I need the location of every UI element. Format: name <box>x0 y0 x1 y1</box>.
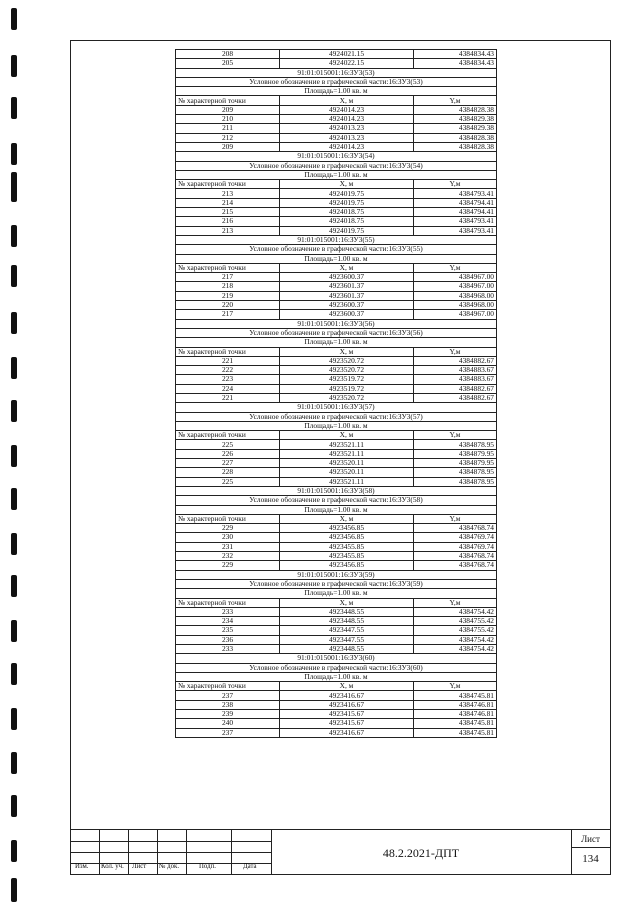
x-coordinate-cell: 4923447.55 <box>280 635 414 644</box>
x-coordinate-cell: 4923415.67 <box>280 719 414 728</box>
point-number-cell: 228 <box>176 468 280 477</box>
table-row <box>176 440 497 449</box>
column-header-row <box>176 347 497 356</box>
stamp-label: Изм. <box>75 863 89 870</box>
point-number-cell: 215 <box>176 208 280 217</box>
y-column-header: Y,м <box>414 514 497 523</box>
y-coordinate-cell: 4384754.42 <box>414 635 497 644</box>
parcel-area: Площадь=1.00 кв. м <box>176 254 497 263</box>
parcel-designation-row <box>176 579 497 588</box>
table-row <box>176 635 497 644</box>
parcel-area: Площадь=1.00 кв. м <box>176 87 497 96</box>
x-coordinate-cell: 4924014.23 <box>280 142 414 151</box>
point-number-cell: 238 <box>176 700 280 709</box>
x-coordinate-cell: 4924013.23 <box>280 124 414 133</box>
column-header-row <box>176 180 497 189</box>
point-number-cell: 232 <box>176 552 280 561</box>
parcel-designation-row <box>176 161 497 170</box>
cadastral-number: 91:01:015001:16:ЗУ3(55) <box>176 235 497 244</box>
stamp-divider <box>71 841 271 842</box>
binding-mark <box>11 312 17 334</box>
y-coordinate-cell: 4384829.38 <box>414 115 497 124</box>
table-row <box>176 124 497 133</box>
stamp-label: № док. <box>159 863 180 870</box>
binding-mark <box>11 878 17 902</box>
point-column-header: № характерной точки <box>176 263 280 272</box>
binding-mark <box>11 55 17 77</box>
x-coordinate-cell: 4923455.85 <box>280 542 414 551</box>
cadastral-number: 91:01:015001:16:ЗУ3(59) <box>176 570 497 579</box>
point-column-header: № характерной точки <box>176 682 280 691</box>
table-row <box>176 393 497 402</box>
parcel-area-row <box>176 87 497 96</box>
sheet-label: Лист <box>581 834 600 844</box>
table-row <box>176 208 497 217</box>
binding-mark <box>11 840 17 862</box>
x-coordinate-cell: 4923519.72 <box>280 384 414 393</box>
parcel-designation-row <box>176 328 497 337</box>
parcel-designation: Условное обозначение в графической части:16:ЗУ3(57) <box>176 412 497 421</box>
y-coordinate-cell: 4384745.81 <box>414 691 497 700</box>
parcel-designation-row <box>176 496 497 505</box>
table-row <box>176 449 497 458</box>
y-coordinate-cell: 4384828.38 <box>414 142 497 151</box>
binding-mark <box>11 172 17 202</box>
x-coordinate-cell: 4923448.55 <box>280 645 414 654</box>
y-coordinate-cell: 4384794.41 <box>414 198 497 207</box>
cadastral-number-row <box>176 486 497 495</box>
parcel-area-row <box>176 589 497 598</box>
point-number-cell: 210 <box>176 115 280 124</box>
y-coordinate-cell: 4384878.95 <box>414 477 497 486</box>
column-header-row <box>176 263 497 272</box>
x-coordinate-cell: 4924022.15 <box>280 59 414 68</box>
point-number-cell: 213 <box>176 226 280 235</box>
parcel-area-row <box>176 421 497 430</box>
table-row <box>176 477 497 486</box>
x-coordinate-cell: 4924018.75 <box>280 217 414 226</box>
y-coordinate-cell: 4384793.41 <box>414 189 497 198</box>
y-coordinate-cell: 4384755.42 <box>414 617 497 626</box>
stamp-divider <box>571 847 610 848</box>
table-row <box>176 198 497 207</box>
y-coordinate-cell: 4384878.95 <box>414 468 497 477</box>
point-number-cell: 205 <box>176 59 280 68</box>
table-row <box>176 617 497 626</box>
parcel-designation-row <box>176 412 497 421</box>
x-coordinate-cell: 4923416.67 <box>280 700 414 709</box>
x-coordinate-cell: 4924021.15 <box>280 50 414 59</box>
table-row <box>176 710 497 719</box>
y-column-header: Y,м <box>414 96 497 105</box>
parcel-designation-row <box>176 663 497 672</box>
x-coordinate-cell: 4923520.11 <box>280 459 414 468</box>
point-number-cell: 230 <box>176 533 280 542</box>
y-coordinate-cell: 4384882.67 <box>414 356 497 365</box>
y-coordinate-cell: 4384768.74 <box>414 552 497 561</box>
y-coordinate-cell: 4384745.81 <box>414 728 497 737</box>
y-column-header: Y,м <box>414 180 497 189</box>
x-coordinate-cell: 4924013.23 <box>280 133 414 142</box>
binding-mark <box>11 575 17 597</box>
point-number-cell: 213 <box>176 189 280 198</box>
x-coordinate-cell: 4923600.37 <box>280 273 414 282</box>
binding-mark <box>11 533 17 555</box>
binding-mark <box>11 225 17 247</box>
point-number-cell: 225 <box>176 440 280 449</box>
point-number-cell: 221 <box>176 356 280 365</box>
cadastral-number-row <box>176 403 497 412</box>
x-coordinate-cell: 4923519.72 <box>280 375 414 384</box>
point-number-cell: 216 <box>176 217 280 226</box>
y-coordinate-cell: 4384768.74 <box>414 561 497 570</box>
point-number-cell: 234 <box>176 617 280 626</box>
y-column-header: Y,м <box>414 263 497 272</box>
x-coordinate-cell: 4923456.85 <box>280 561 414 570</box>
stamp-divider <box>71 852 271 853</box>
x-coordinate-cell: 4924019.75 <box>280 226 414 235</box>
cadastral-number: 91:01:015001:16:ЗУ3(57) <box>176 403 497 412</box>
y-coordinate-cell: 4384746.81 <box>414 700 497 709</box>
parcel-area: Площадь=1.00 кв. м <box>176 589 497 598</box>
x-coordinate-cell: 4923455.85 <box>280 552 414 561</box>
x-column-header: X, м <box>280 96 414 105</box>
parcel-designation: Условное обозначение в графической части:16:ЗУ3(59) <box>176 579 497 588</box>
point-number-cell: 236 <box>176 635 280 644</box>
point-number-cell: 229 <box>176 524 280 533</box>
binding-mark <box>11 265 17 287</box>
y-coordinate-cell: 4384769.74 <box>414 533 497 542</box>
parcel-area: Площадь=1.00 кв. м <box>176 672 497 681</box>
table-row <box>176 273 497 282</box>
table-row <box>176 384 497 393</box>
point-column-header: № характерной точки <box>176 96 280 105</box>
table-row <box>176 533 497 542</box>
y-coordinate-cell: 4384968.00 <box>414 301 497 310</box>
x-coordinate-cell: 4924018.75 <box>280 208 414 217</box>
y-column-header: Y,м <box>414 431 497 440</box>
y-coordinate-cell: 4384794.41 <box>414 208 497 217</box>
cadastral-number-row <box>176 654 497 663</box>
table-row <box>176 607 497 616</box>
table-row <box>176 142 497 151</box>
point-number-cell: 233 <box>176 645 280 654</box>
table-row <box>176 356 497 365</box>
stamp-label: Кол. уч. <box>101 863 124 870</box>
x-coordinate-cell: 4923521.11 <box>280 440 414 449</box>
y-coordinate-cell: 4384746.81 <box>414 710 497 719</box>
x-coordinate-cell: 4923520.72 <box>280 356 414 365</box>
table-row <box>176 291 497 300</box>
table-row <box>176 115 497 124</box>
table-row <box>176 645 497 654</box>
stamp-label: Лист <box>132 863 147 870</box>
cadastral-number-row <box>176 152 497 161</box>
y-column-header: Y,м <box>414 598 497 607</box>
table-row <box>176 375 497 384</box>
table-row <box>176 301 497 310</box>
binding-mark <box>11 143 17 165</box>
point-number-cell: 237 <box>176 691 280 700</box>
binding-mark <box>11 795 17 817</box>
title-block <box>71 829 610 875</box>
point-number-cell: 217 <box>176 310 280 319</box>
table-row <box>176 105 497 114</box>
y-coordinate-cell: 4384828.38 <box>414 133 497 142</box>
binding-mark <box>11 752 17 774</box>
sheet-number: 134 <box>582 853 599 865</box>
x-coordinate-cell: 4924014.23 <box>280 105 414 114</box>
point-number-cell: 239 <box>176 710 280 719</box>
parcel-area: Площадь=1.00 кв. м <box>176 505 497 514</box>
x-coordinate-cell: 4923416.67 <box>280 691 414 700</box>
x-column-header: X, м <box>280 347 414 356</box>
y-coordinate-cell: 4384879.95 <box>414 449 497 458</box>
column-header-row <box>176 96 497 105</box>
binding-marks <box>9 0 23 905</box>
table-row <box>176 59 497 68</box>
binding-mark <box>11 97 17 119</box>
binding-mark <box>11 8 17 30</box>
x-coordinate-cell: 4923601.37 <box>280 282 414 291</box>
point-number-cell: 217 <box>176 273 280 282</box>
point-number-cell: 224 <box>176 384 280 393</box>
table-row <box>176 226 497 235</box>
point-number-cell: 221 <box>176 393 280 402</box>
point-number-cell: 214 <box>176 198 280 207</box>
point-number-cell: 220 <box>176 301 280 310</box>
stamp-label: Дата <box>243 863 257 870</box>
point-number-cell: 240 <box>176 719 280 728</box>
y-coordinate-cell: 4384755.42 <box>414 626 497 635</box>
parcel-designation: Условное обозначение в графической части:16:ЗУ3(53) <box>176 77 497 86</box>
table-row <box>176 133 497 142</box>
binding-mark <box>11 488 17 510</box>
coordinates-table <box>175 49 497 738</box>
x-coordinate-cell: 4923600.37 <box>280 310 414 319</box>
parcel-area: Площадь=1.00 кв. м <box>176 170 497 179</box>
parcel-area-row <box>176 170 497 179</box>
point-column-header: № характерной точки <box>176 180 280 189</box>
stamp-label: Подп. <box>199 863 216 870</box>
x-coordinate-cell: 4923600.37 <box>280 301 414 310</box>
x-coordinate-cell: 4924019.75 <box>280 189 414 198</box>
parcel-designation: Условное обозначение в графической части:16:ЗУ3(60) <box>176 663 497 672</box>
table-row <box>176 524 497 533</box>
binding-mark <box>11 708 17 730</box>
document-code: 48.2.2021-ДПТ <box>382 846 460 860</box>
table-row <box>176 542 497 551</box>
y-coordinate-cell: 4384793.41 <box>414 226 497 235</box>
y-coordinate-cell: 4384768.74 <box>414 524 497 533</box>
point-column-header: № характерной точки <box>176 598 280 607</box>
binding-mark <box>11 663 17 685</box>
column-header-row <box>176 514 497 523</box>
y-coordinate-cell: 4384754.42 <box>414 607 497 616</box>
binding-mark <box>11 400 17 422</box>
y-coordinate-cell: 4384967.00 <box>414 310 497 319</box>
y-coordinate-cell: 4384769.74 <box>414 542 497 551</box>
table-row <box>176 468 497 477</box>
y-coordinate-cell: 4384967.00 <box>414 273 497 282</box>
binding-mark <box>11 445 17 467</box>
table-row <box>176 719 497 728</box>
x-coordinate-cell: 4924014.23 <box>280 115 414 124</box>
y-coordinate-cell: 4384882.67 <box>414 384 497 393</box>
table-row <box>176 552 497 561</box>
cadastral-number: 91:01:015001:16:ЗУ3(56) <box>176 319 497 328</box>
x-coordinate-cell: 4923448.55 <box>280 607 414 616</box>
point-number-cell: 209 <box>176 105 280 114</box>
cadastral-number-row <box>176 570 497 579</box>
x-column-header: X, м <box>280 431 414 440</box>
x-coordinate-cell: 4924019.75 <box>280 198 414 207</box>
column-header-row <box>176 598 497 607</box>
x-coordinate-cell: 4923521.11 <box>280 449 414 458</box>
cadastral-number-row <box>176 319 497 328</box>
page-frame <box>70 40 611 875</box>
y-coordinate-cell: 4384828.38 <box>414 105 497 114</box>
x-coordinate-cell: 4923456.85 <box>280 524 414 533</box>
table-row <box>176 310 497 319</box>
point-number-cell: 209 <box>176 142 280 151</box>
table-row <box>176 626 497 635</box>
cadastral-number: 91:01:015001:16:ЗУ3(58) <box>176 486 497 495</box>
x-column-header: X, м <box>280 682 414 691</box>
point-number-cell: 218 <box>176 282 280 291</box>
point-number-cell: 235 <box>176 626 280 635</box>
y-column-header: Y,м <box>414 347 497 356</box>
table-row <box>176 459 497 468</box>
y-coordinate-cell: 4384967.00 <box>414 282 497 291</box>
y-coordinate-cell: 4384834.43 <box>414 59 497 68</box>
y-coordinate-cell: 4384882.67 <box>414 393 497 402</box>
cadastral-number: 91:01:015001:16:ЗУ3(53) <box>176 68 497 77</box>
parcel-area: Площадь=1.00 кв. м <box>176 338 497 347</box>
parcel-designation-row <box>176 245 497 254</box>
y-coordinate-cell: 4384883.67 <box>414 375 497 384</box>
y-coordinate-cell: 4384834.43 <box>414 50 497 59</box>
parcel-designation: Условное обозначение в графической части:16:ЗУ3(58) <box>176 496 497 505</box>
parcel-area-row <box>176 254 497 263</box>
binding-mark <box>11 620 17 642</box>
table-row <box>176 217 497 226</box>
cadastral-number-row <box>176 68 497 77</box>
stamp-divider <box>571 830 572 875</box>
point-column-header: № характерной точки <box>176 347 280 356</box>
y-coordinate-cell: 4384829.38 <box>414 124 497 133</box>
table-row <box>176 691 497 700</box>
table-row <box>176 189 497 198</box>
x-column-header: X, м <box>280 514 414 523</box>
column-header-row <box>176 682 497 691</box>
table-row <box>176 282 497 291</box>
parcel-area-row <box>176 505 497 514</box>
x-column-header: X, м <box>280 180 414 189</box>
point-column-header: № характерной точки <box>176 514 280 523</box>
point-number-cell: 222 <box>176 366 280 375</box>
y-coordinate-cell: 4384883.67 <box>414 366 497 375</box>
y-coordinate-cell: 4384745.81 <box>414 719 497 728</box>
point-number-cell: 227 <box>176 459 280 468</box>
parcel-designation: Условное обозначение в графической части:16:ЗУ3(55) <box>176 245 497 254</box>
point-number-cell: 226 <box>176 449 280 458</box>
column-header-row <box>176 431 497 440</box>
table-row <box>176 728 497 737</box>
cadastral-number: 91:01:015001:16:ЗУ3(60) <box>176 654 497 663</box>
table-row <box>176 561 497 570</box>
point-number-cell: 223 <box>176 375 280 384</box>
x-coordinate-cell: 4923416.67 <box>280 728 414 737</box>
x-column-header: X, м <box>280 263 414 272</box>
cadastral-number-row <box>176 235 497 244</box>
x-coordinate-cell: 4923520.72 <box>280 393 414 402</box>
point-column-header: № характерной точки <box>176 431 280 440</box>
stamp-divider <box>271 830 272 875</box>
point-number-cell: 229 <box>176 561 280 570</box>
x-coordinate-cell: 4923448.55 <box>280 617 414 626</box>
point-number-cell: 208 <box>176 50 280 59</box>
parcel-area: Площадь=1.00 кв. м <box>176 421 497 430</box>
x-coordinate-cell: 4923520.72 <box>280 366 414 375</box>
point-number-cell: 231 <box>176 542 280 551</box>
table-row <box>176 366 497 375</box>
parcel-designation: Условное обозначение в графической части:16:ЗУ3(56) <box>176 328 497 337</box>
y-coordinate-cell: 4384793.41 <box>414 217 497 226</box>
parcel-area-row <box>176 338 497 347</box>
cadastral-number: 91:01:015001:16:ЗУ3(54) <box>176 152 497 161</box>
table-row <box>176 700 497 709</box>
y-coordinate-cell: 4384878.95 <box>414 440 497 449</box>
x-coordinate-cell: 4923601.37 <box>280 291 414 300</box>
y-coordinate-cell: 4384754.42 <box>414 645 497 654</box>
x-coordinate-cell: 4923447.55 <box>280 626 414 635</box>
parcel-area-row <box>176 672 497 681</box>
binding-mark <box>11 357 17 379</box>
point-number-cell: 211 <box>176 124 280 133</box>
point-number-cell: 233 <box>176 607 280 616</box>
point-number-cell: 212 <box>176 133 280 142</box>
x-coordinate-cell: 4923521.11 <box>280 477 414 486</box>
x-coordinate-cell: 4923456.85 <box>280 533 414 542</box>
x-coordinate-cell: 4923520.11 <box>280 468 414 477</box>
point-number-cell: 225 <box>176 477 280 486</box>
point-number-cell: 237 <box>176 728 280 737</box>
y-column-header: Y,м <box>414 682 497 691</box>
table-row <box>176 50 497 59</box>
y-coordinate-cell: 4384879.95 <box>414 459 497 468</box>
point-number-cell: 219 <box>176 291 280 300</box>
x-column-header: X, м <box>280 598 414 607</box>
parcel-designation: Условное обозначение в графической части:16:ЗУ3(54) <box>176 161 497 170</box>
parcel-designation-row <box>176 77 497 86</box>
x-coordinate-cell: 4923415.67 <box>280 710 414 719</box>
y-coordinate-cell: 4384968.00 <box>414 291 497 300</box>
